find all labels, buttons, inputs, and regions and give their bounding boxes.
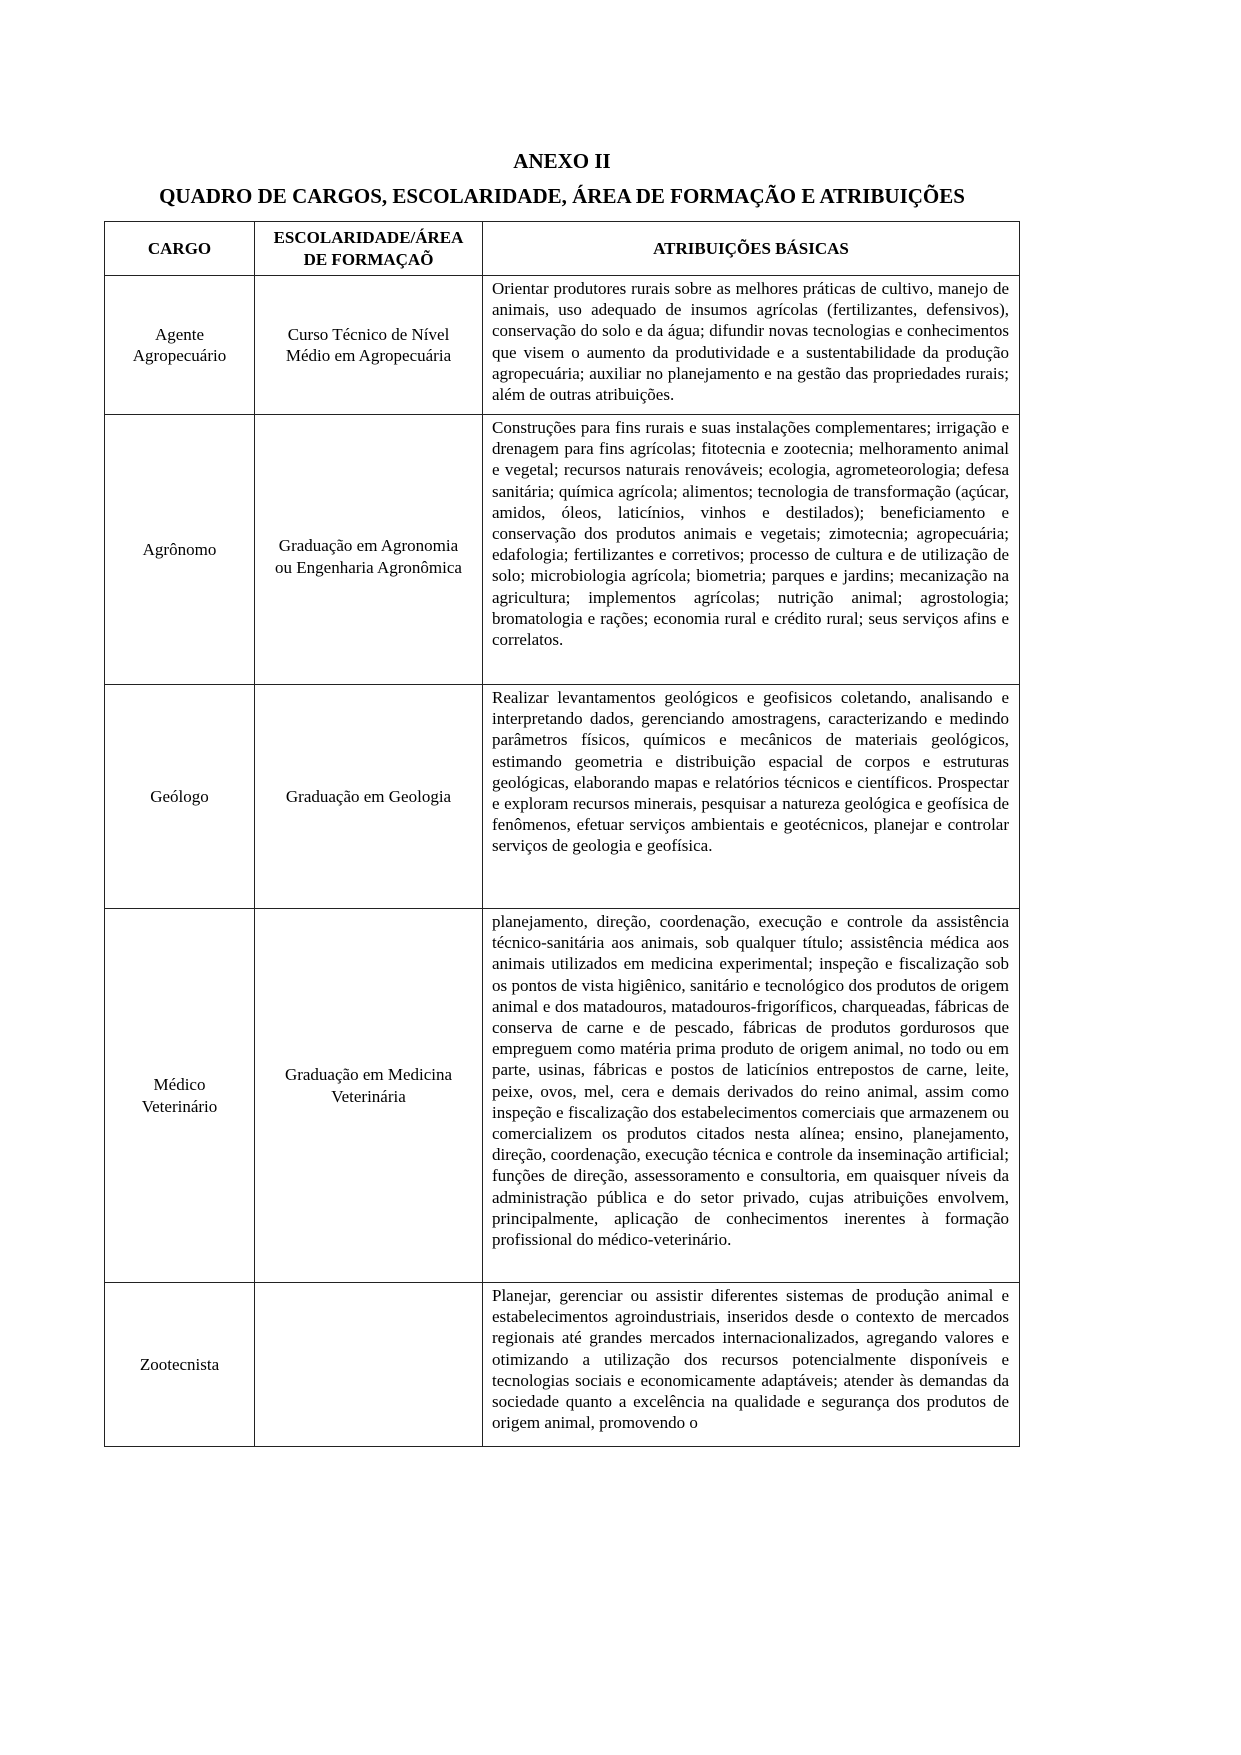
table-row — [105, 1283, 1020, 1447]
cargo-line1: Geólogo — [150, 786, 209, 806]
escolaridade-cell — [255, 276, 483, 415]
cargo-line1: Zootecnista — [139, 1354, 220, 1374]
escolaridade-line1: Graduação em Medicina — [284, 1065, 453, 1085]
header-cargo: CARGO — [105, 222, 255, 276]
escolaridade-line2: ou Engenharia Agronômica — [275, 557, 462, 577]
table-row — [105, 276, 1020, 415]
escolaridade-cell — [255, 1283, 483, 1447]
cargo-cell — [105, 415, 255, 685]
atribuicoes-cell: planejamento, direção, coordenação, execução e controle da assistência técnico-sanitária aos animais, sob qualquer título; assistência médica aos animais utilizados em medicina experimental; inspeção e fiscalização sob os pontos de vista higiênico, sanitário e tecnológico dos produtos de origem animal e dos matadouros, matadouros-frigoríficos, charqueadas, fábricas de conserva de carne e de pescado, fábricas de produtos gordurosos que empreguem como matéria prima produto de origem animal, no todo ou em parte, usinas, fábricas e postos de laticínios entrepostos de carne, leite, peixe, ovos, mel, cera e demais derivados do reino animal, assim como inspeção e fiscalização dos estabelecimentos comerciais que armazenem ou comercializem os produtos citados nesta alínea; ensino, planejamento, direção, coordenação, execução técnica e controle da inseminação artificial; funções de direção, assessoramento e consultoria, em quaisquer níveis da administração pública e do setor privado, cujas atribuições envolvem, principalmente, aplicação de conhecimentos inerentes à formação profissional do médico-veterinário. — [483, 909, 1020, 1283]
escolaridade-line2: Veterinária — [331, 1086, 406, 1106]
escolaridade-cell — [255, 685, 483, 909]
header-escolaridade-line2: DE FORMAÇAÕ — [303, 249, 434, 269]
table-row — [105, 415, 1020, 685]
atribuicoes-cell: Realizar levantamentos geológicos e geofisicos coletando, analisando e interpretando dados, gerenciando amostragens, caracterizando e medindo parâmetros físicos, químicos e mecânicos de materiais geológicos, estimando geometria e distribuição espacial de corpos e estruturas geológicas, elaborando mapas e relatórios técnicos e científicos. Prospectar e exploram recursos minerais, pesquisar a natureza geológica e geofísica de fenômenos, efetuar serviços ambientais e geotécnicos, planejar e controlar serviços de geologia e geofísica. — [483, 685, 1020, 909]
positions-table — [104, 221, 1020, 1447]
table-row — [105, 685, 1020, 909]
atribuicoes-cell: Orientar produtores rurais sobre as melhores práticas de cultivo, manejo de animais, uso adequado de insumos agrícolas (fertilizantes, defensivos), conservação do solo e da água; difundir novas tecnologias e conhecimentos que visem o aumento da produtividade e a sustentabilidade da produção agropecuária; auxiliar no planejamento e na gestão das propriedades rurais; além de outras atribuições. — [483, 276, 1020, 415]
escolaridade-cell — [255, 909, 483, 1283]
cargo-cell — [105, 276, 255, 415]
header-escolaridade-line1: ESCOLARIDADE/ÁREA — [273, 228, 464, 248]
header-atribuicoes: ATRIBUIÇÕES BÁSICAS — [483, 222, 1020, 276]
escolaridade-line2: Médio em Agropecuária — [285, 346, 452, 365]
cargo-line1: Médico — [153, 1075, 206, 1095]
escolaridade-cell — [255, 415, 483, 685]
escolaridade-line1: Curso Técnico de Nível — [287, 324, 450, 344]
atribuicoes-cell: Construções para fins rurais e suas instalações complementares; irrigação e drenagem para fins agrícolas; fitotecnia e zootecnia; melhoramento animal e vegetal; recursos naturais renováveis; ecologia, agrometeorologia; defesa sanitária; química agrícola; alimentos; tecnologia de transformação (açúcar, amidos, óleos, laticínios, vinhos e destilados); beneficiamento e conservação dos produtos animais e vegetais; zimotecnia; agropecuária; edafologia; fertilizantes e corretivos; processo de cultura e de utilização de solo; microbiologia agrícola; biometria; parques e jardins; mecanização na agricultura; implementos agrícolas; nutrição animal; agrostologia; bromatologia e rações; economia rural e crédito rural; seus serviços afins e correlatos. — [483, 415, 1020, 685]
escolaridade-line1: Graduação em Agronomia — [278, 536, 459, 556]
cargo-cell — [105, 909, 255, 1283]
escolaridade-line1: Graduação em Geologia — [285, 786, 452, 806]
cargo-line2: Veterinário — [141, 1096, 218, 1116]
table-header-row — [105, 222, 1020, 276]
cargo-line2: Agropecuário — [132, 346, 227, 365]
header-escolaridade — [255, 222, 483, 276]
annex-heading: ANEXO II — [513, 149, 611, 173]
cargo-line1: Agente — [154, 324, 205, 344]
table-row — [105, 909, 1020, 1283]
table-title: QUADRO DE CARGOS, ESCOLARIDADE, ÁREA DE FORMAÇÃO E ATRIBUIÇÕES — [159, 184, 965, 208]
atribuicoes-cell: Planejar, gerenciar ou assistir diferentes sistemas de produção animal e estabelecimentos agroindustriais, inseridos desde o contexto de mercados regionais até grandes mercados internacionalizados, agregando valores e otimizando a utilização dos recursos potencialmente disponíveis e tecnologias sociais e economicamente adaptáveis; atender às demandas da sociedade quanto a excelência na qualidade e segurança dos produtos de origem animal, promovendo o — [483, 1283, 1020, 1447]
cargo-cell — [105, 1283, 255, 1447]
cargo-cell — [105, 685, 255, 909]
cargo-line1: Agrônomo — [142, 539, 217, 559]
